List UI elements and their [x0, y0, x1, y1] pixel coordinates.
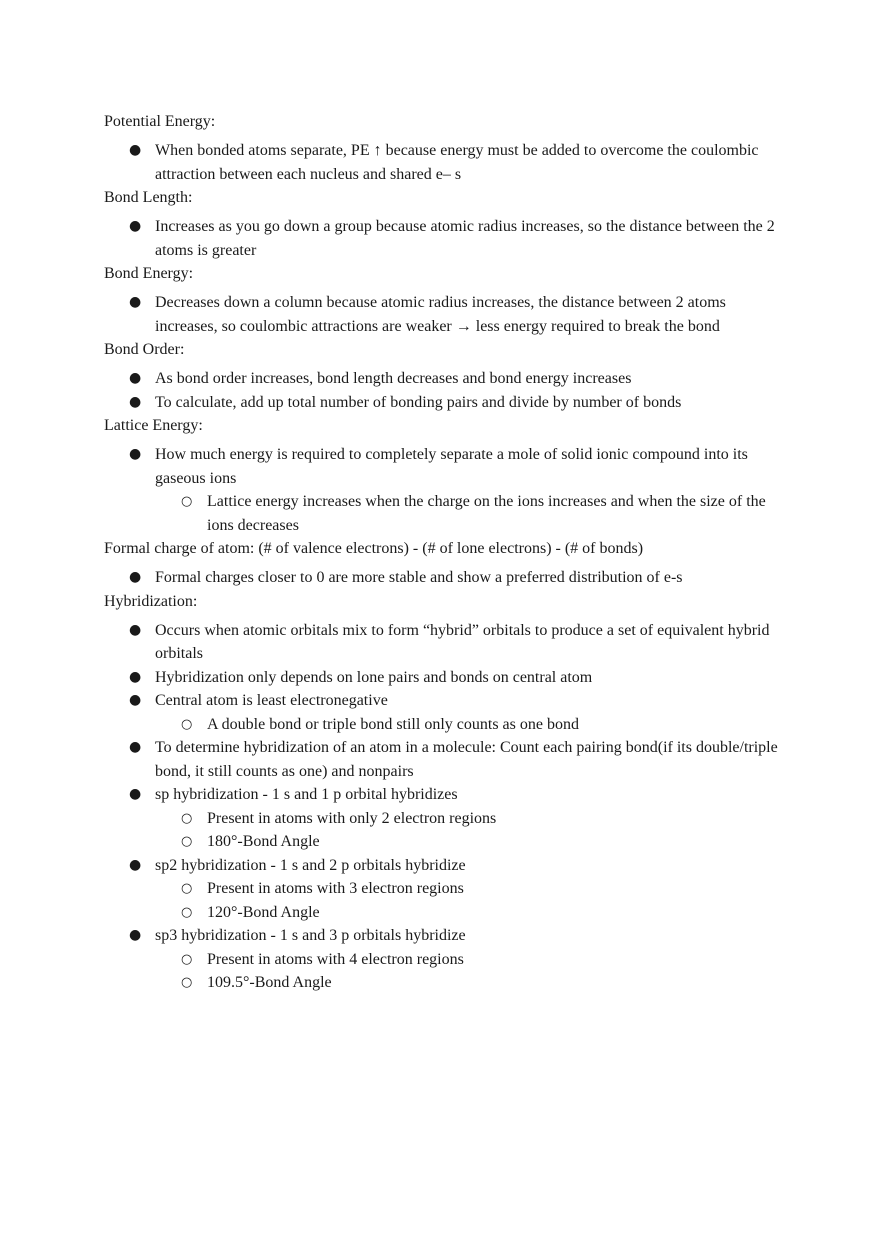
section-heading: Lattice Energy:	[104, 417, 203, 434]
section-heading: Bond Order:	[104, 341, 185, 358]
hollow-bullet-icon: ○	[181, 975, 193, 990]
sub-list-item-text: Lattice energy increases when the charge on the ions increases and when the size of the ions decreases	[207, 493, 766, 534]
sub-list-item	[155, 948, 784, 972]
bullet-list	[104, 443, 784, 537]
list-item	[104, 291, 784, 338]
section	[104, 414, 784, 537]
section-heading: Hybridization:	[104, 592, 198, 610]
filled-bullet-icon: ●	[129, 692, 142, 708]
sub-list-item-text: Present in atoms with only 2 electron regions	[207, 809, 497, 827]
list-item-text: How much energy is required to completely separate a mole of solid ionic compound into its gaseous ions	[155, 446, 748, 487]
sub-list-item-text: Present in atoms with 3 electron regions	[207, 880, 464, 897]
section	[104, 110, 784, 186]
section-heading: Bond Energy:	[104, 265, 194, 282]
list-item-text: sp hybridization - 1 s and 1 p orbital hybridizes	[155, 786, 458, 803]
bullet-list	[104, 566, 784, 590]
sub-list-item-text: A double bond or triple bond still only counts as one bond	[207, 715, 579, 733]
sub-bullet-list	[155, 877, 784, 924]
hollow-bullet-icon: ○	[181, 494, 193, 509]
filled-bullet-icon: ●	[129, 569, 142, 585]
section-heading: Potential Energy:	[104, 113, 216, 130]
list-item-text: To calculate, add up total number of bonding pairs and divide by number of bonds	[155, 393, 682, 411]
filled-bullet-icon: ●	[129, 446, 142, 462]
sub-list-item-text: 180°-Bond Angle	[207, 833, 320, 850]
sub-bullet-list	[155, 713, 784, 737]
list-item	[104, 783, 784, 854]
bullet-list	[104, 367, 784, 414]
sub-bullet-list	[155, 807, 784, 854]
section	[104, 590, 784, 995]
list-item	[104, 854, 784, 925]
sub-bullet-list	[155, 490, 784, 537]
list-item	[104, 924, 784, 995]
section-heading: Bond Length:	[104, 189, 193, 206]
filled-bullet-icon: ●	[129, 927, 142, 943]
filled-bullet-icon: ●	[129, 786, 142, 802]
list-item-text: Decreases down a column because atomic radius increases, the distance between 2 atoms increases, so coulombic attractions are weaker → less energy required to break the bond	[155, 294, 726, 335]
list-item	[104, 736, 784, 783]
list-item-text: As bond order increases, bond length decreases and bond energy increases	[155, 370, 632, 387]
list-item-text: When bonded atoms separate, PE ↑ because energy must be added to overcome the coulombic attraction between each nucleus and shared e– s	[155, 142, 759, 183]
filled-bullet-icon: ●	[129, 856, 142, 873]
list-item-text: Occurs when atomic orbitals mix to form “hybrid” orbitals to produce a set of equivalent hybrid orbitals	[155, 621, 770, 662]
section	[104, 186, 784, 262]
section	[104, 537, 784, 590]
filled-bullet-icon: ●	[129, 393, 142, 410]
sub-list-item	[155, 971, 784, 995]
sub-list-item	[155, 901, 784, 925]
filled-bullet-icon: ●	[129, 739, 142, 755]
hollow-bullet-icon: ○	[181, 834, 193, 849]
document-body	[104, 110, 784, 995]
filled-bullet-icon: ●	[129, 370, 142, 386]
sub-list-item-text: Present in atoms with 4 electron regions	[207, 950, 464, 968]
list-item	[104, 443, 784, 537]
list-item	[104, 139, 784, 186]
list-item-text: Formal charges closer to 0 are more stable and show a preferred distribution of e-s	[155, 569, 683, 586]
section	[104, 262, 784, 338]
hollow-bullet-icon: ○	[181, 716, 193, 732]
hollow-bullet-icon: ○	[181, 881, 193, 896]
bullet-list	[104, 139, 784, 186]
list-item	[104, 367, 784, 391]
list-item	[104, 566, 784, 590]
list-item	[104, 619, 784, 666]
sub-list-item	[155, 807, 784, 831]
sub-list-item	[155, 830, 784, 854]
sub-list-item-text: 120°-Bond Angle	[207, 903, 320, 921]
filled-bullet-icon: ●	[129, 142, 142, 158]
filled-bullet-icon: ●	[129, 621, 142, 638]
hollow-bullet-icon: ○	[181, 951, 193, 967]
list-item-text: Central atom is least electronegative	[155, 692, 388, 709]
sub-list-item	[155, 877, 784, 901]
section-heading: Formal charge of atom: (# of valence electrons) - (# of lone electrons) - (# of bonds)	[104, 540, 644, 557]
filled-bullet-icon: ●	[129, 668, 142, 685]
sub-list-item	[155, 713, 784, 737]
sub-bullet-list	[155, 948, 784, 995]
list-item	[104, 689, 784, 736]
sub-list-item-text: 109.5°-Bond Angle	[207, 974, 332, 991]
list-item	[104, 215, 784, 262]
sub-list-item	[155, 490, 784, 537]
bullet-list	[104, 215, 784, 262]
hollow-bullet-icon: ○	[181, 810, 193, 826]
list-item-text: Increases as you go down a group because atomic radius increases, so the distance between the 2 atoms is greater	[155, 218, 775, 259]
list-item-text: To determine hybridization of an atom in a molecule: Count each pairing bond(if its double/triple bond, it still counts as one) and nonpairs	[155, 739, 778, 780]
bullet-list	[104, 291, 784, 338]
list-item-text: Hybridization only depends on lone pairs and bonds on central atom	[155, 668, 593, 686]
list-item-text: sp2 hybridization - 1 s and 2 p orbitals hybridize	[155, 856, 466, 874]
list-item-text: sp3 hybridization - 1 s and 3 p orbitals hybridize	[155, 927, 466, 944]
section	[104, 338, 784, 414]
filled-bullet-icon: ●	[129, 294, 142, 310]
filled-bullet-icon: ●	[129, 218, 142, 234]
list-item	[104, 391, 784, 415]
bullet-list	[104, 619, 784, 995]
hollow-bullet-icon: ○	[181, 904, 193, 920]
list-item	[104, 666, 784, 690]
